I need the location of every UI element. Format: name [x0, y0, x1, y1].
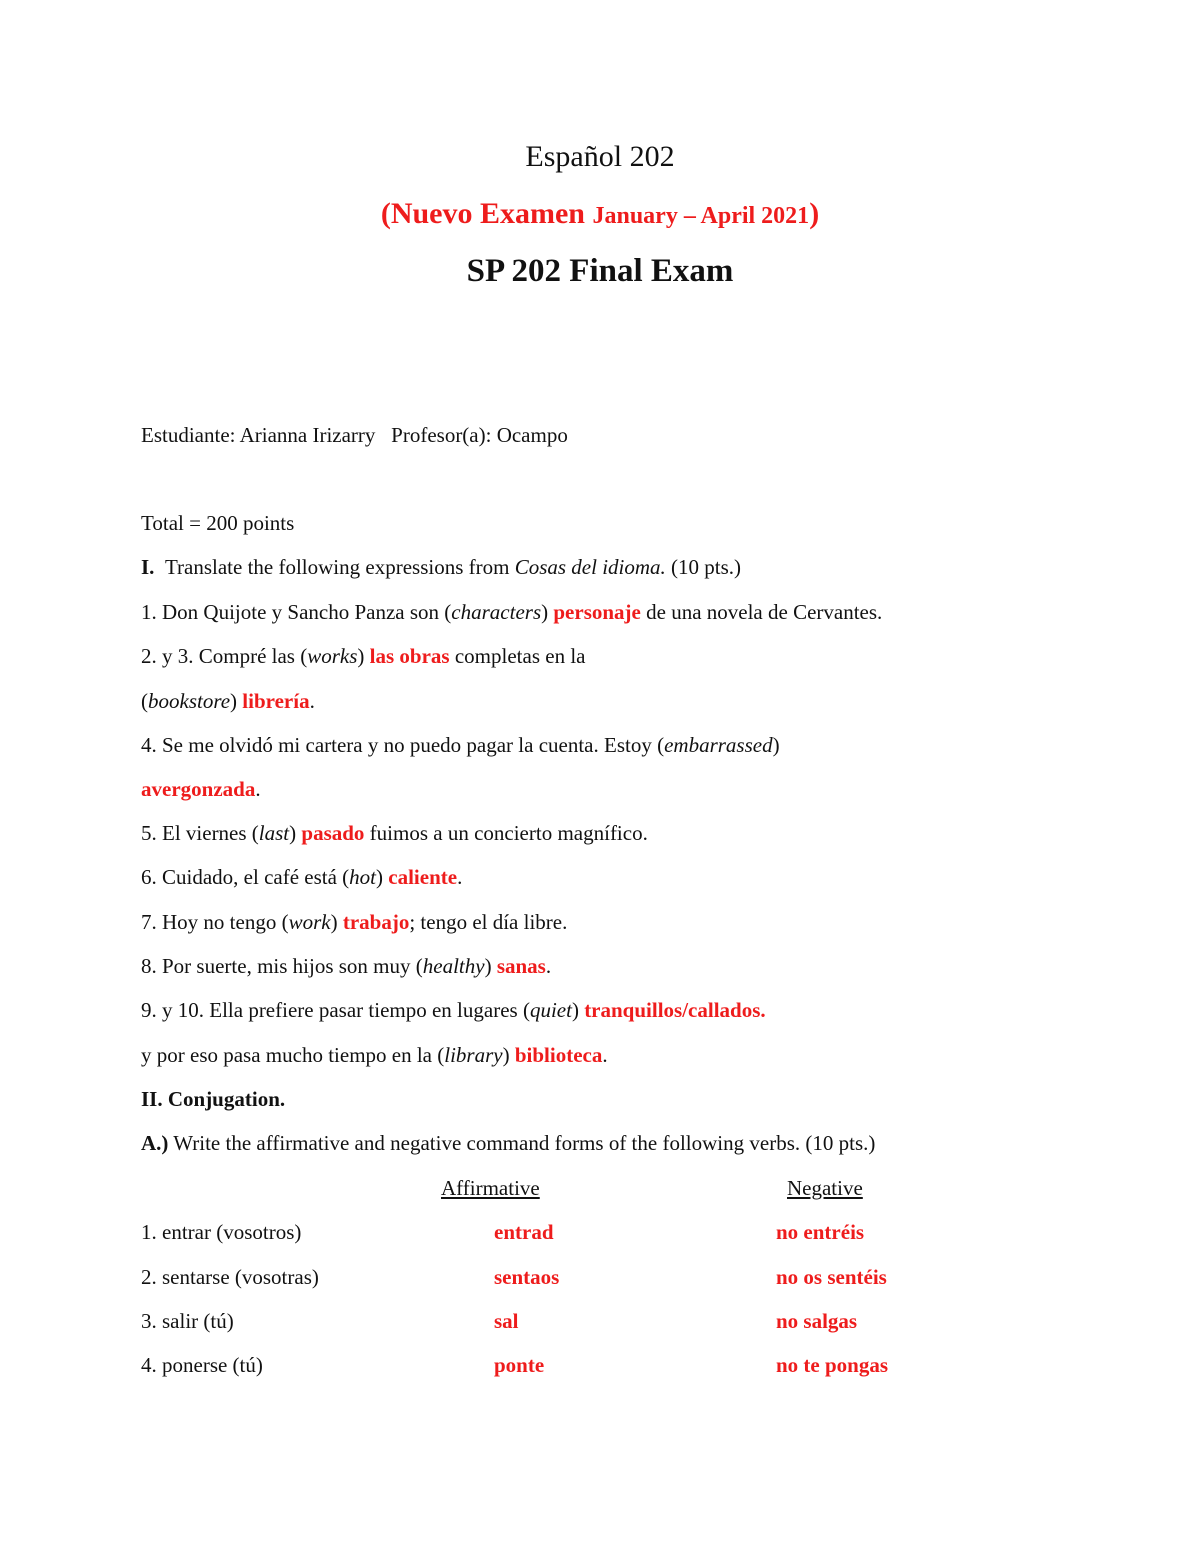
paren-close: ) [809, 197, 820, 230]
section1-number: I. [141, 555, 155, 579]
section1-instructions [141, 552, 741, 582]
question-7: 7. Hoy no tengo (work) trabajo; tengo el día libre. [141, 910, 568, 934]
answer: trabajo [342, 910, 410, 934]
affirmative-answer-1: entrad [494, 1220, 554, 1244]
exam-title: SP 202 Final Exam [466, 253, 734, 289]
answer: avergonzada [141, 777, 256, 801]
part-label: A.) [141, 1131, 169, 1155]
answer: las obras [369, 644, 450, 668]
instr-book-title: Cosas del idioma. [514, 555, 666, 579]
question-3: (bookstore) librería. [141, 689, 315, 713]
section2-title: II. Conjugation. [141, 1087, 286, 1111]
answer: caliente [388, 865, 458, 889]
total-points: Total = 200 points [141, 511, 295, 535]
answer: personaje [553, 600, 641, 624]
question-1: 1. Don Quijote y Sancho Panza son (characters) personaje de una novela de Cervantes. [141, 600, 883, 624]
question-10: y por eso pasa mucho tiempo en la (library) biblioteca. [141, 1043, 608, 1067]
verb-row-4: 4. ponerse (tú) [141, 1353, 263, 1377]
affirmative-answer-3: sal [494, 1309, 519, 1333]
column-header-affirmative: Affirmative [441, 1176, 540, 1200]
column-header-negative: Negative [787, 1176, 863, 1200]
question-4-answer: avergonzada. [141, 777, 261, 801]
student-name: Estudiante: Arianna Irizarry [141, 423, 376, 447]
question-6: 6. Cuidado, el café está (hot) caliente. [141, 865, 463, 889]
answer: sanas [496, 954, 546, 978]
course-title: Español 202 [525, 140, 675, 173]
answer: biblioteca [514, 1043, 603, 1067]
affirmative-answer-4: ponte [494, 1353, 545, 1377]
question-5: 5. El viernes (last) pasado fuimos a un concierto magnífico. [141, 821, 648, 845]
verb-row-2: 2. sentarse (vosotras) [141, 1265, 319, 1289]
question-8: 8. Por suerte, mis hijos son muy (healthy) sanas. [141, 954, 552, 978]
paren-open: ( [380, 197, 391, 230]
affirmative-answer-2: sentaos [494, 1265, 560, 1289]
negative-answer-4: no te pongas [776, 1353, 889, 1377]
verb-row-1: 1. entrar (vosotros) [141, 1220, 302, 1244]
student-info [141, 420, 568, 450]
verb-row-3: 3. salir (tú) [141, 1309, 234, 1333]
question-4: 4. Se me olvidó mi cartera y no puedo pagar la cuenta. Estoy (embarrassed) [141, 733, 780, 757]
question-2: 2. y 3. Compré las (works) las obras completas en la [141, 644, 586, 668]
question-9: 9. y 10. Ella prefiere pasar tiempo en lugares (quiet) tranquillos/callados. [141, 998, 766, 1022]
professor-name: Profesor(a): Ocampo [391, 423, 568, 447]
instr-points: (10 pts.) [665, 555, 742, 579]
negative-answer-2: no os sentéis [776, 1265, 887, 1289]
answer: pasado [301, 821, 365, 845]
section2-instructions [141, 1128, 875, 1158]
exam-subtitle [0, 197, 1200, 231]
instr-text: Translate the following expressions from [164, 555, 515, 579]
answer: tranquillos/callados. [584, 998, 766, 1022]
answer: librería [242, 689, 310, 713]
subtitle-main: Nuevo Examen [390, 197, 585, 230]
part-instructions: Write the affirmative and negative command forms of the following verbs. (10 pts.) [168, 1131, 876, 1155]
negative-answer-1: no entréis [776, 1220, 865, 1244]
subtitle-dates: January – April 2021 [592, 203, 810, 229]
negative-answer-3: no salgas [776, 1309, 858, 1333]
